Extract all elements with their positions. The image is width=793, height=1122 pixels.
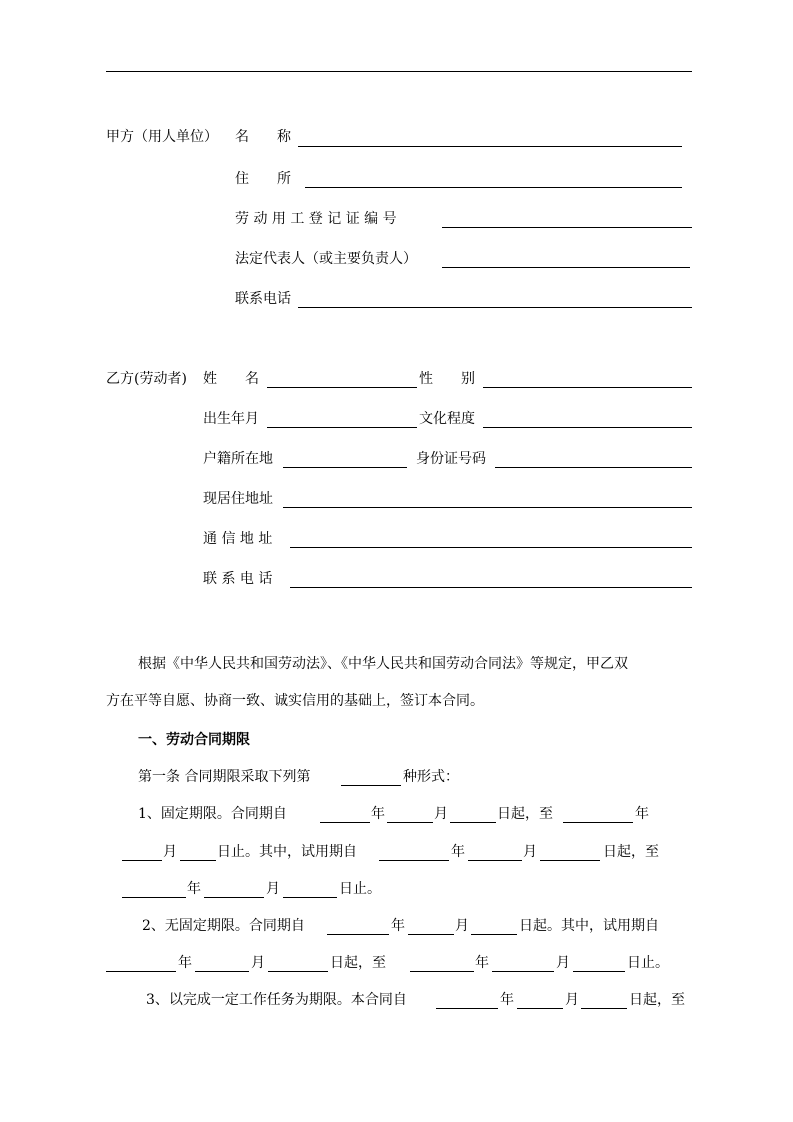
fixed-trial-end-year-field[interactable] — [122, 897, 186, 898]
fixed-end-month-field[interactable] — [122, 860, 162, 861]
fixed-trial-mid: 日止。其中，试用期自 — [217, 844, 357, 860]
task-term-intro: 3、以完成一定工作任务为期限。本合同自 — [146, 992, 407, 1008]
open-trial-from-label: 日起，至 — [330, 955, 386, 971]
fixed-trial-year-label: 年 — [451, 844, 465, 860]
open-trial-year-label: 年 — [178, 955, 192, 971]
intro-line-2: 方在平等自愿、协商一致、诚实信用的基础上，签订本合同。 — [106, 693, 484, 709]
fixed-trial-end-month-field[interactable] — [204, 897, 264, 898]
open-month-label: 月 — [455, 918, 469, 934]
party-b-household-label: 户籍所在地 — [203, 451, 273, 467]
party-b-name-label: 姓 名 — [203, 371, 259, 387]
party-b-education-field[interactable] — [483, 427, 692, 428]
fixed-trial-start-month-field[interactable] — [468, 860, 522, 861]
open-start-year-field[interactable] — [327, 934, 389, 935]
party-a-phone-label: 联系电话 — [235, 291, 291, 307]
open-trial-end-year-field[interactable] — [410, 971, 474, 972]
party-a-heading: 甲方（用人单位） — [106, 129, 218, 145]
open-trial-end-label: 日止。 — [627, 955, 669, 971]
party-b-residence-label: 现居住地址 — [203, 491, 273, 507]
party-a-address-label: 住 所 — [235, 171, 291, 187]
party-b-phone-field[interactable] — [290, 587, 692, 588]
fixed-term-intro: 1、固定期限。合同期自 — [138, 806, 287, 822]
open-trial-end-month-label: 月 — [556, 955, 570, 971]
open-trial-month-label: 月 — [251, 955, 265, 971]
fixed-trial-month-label: 月 — [523, 844, 537, 860]
fixed-trial-start-day-field[interactable] — [540, 860, 600, 861]
party-b-mail-address-field[interactable] — [290, 547, 692, 548]
party-a-name-field[interactable] — [298, 146, 682, 147]
fixed-month-label: 月 — [434, 806, 448, 822]
party-a-name-label: 名 称 — [235, 129, 291, 145]
task-month-label: 月 — [565, 992, 579, 1008]
fixed-trial-end-month-label: 月 — [266, 881, 280, 897]
open-trial-mid: 日起。其中，试用期自 — [519, 918, 659, 934]
fixed-trial-end-label: 日止。 — [339, 881, 381, 897]
party-a-registration-field[interactable] — [442, 227, 692, 228]
fixed-from-label: 日起，至 — [497, 806, 553, 822]
article-1-pre: 第一条 合同期限采取下列第 — [138, 769, 311, 785]
party-b-name-field[interactable] — [267, 387, 417, 388]
party-b-id-label: 身份证号码 — [416, 451, 486, 467]
fixed-start-day-field[interactable] — [450, 822, 496, 823]
task-start-month-field[interactable] — [517, 1008, 563, 1009]
open-start-day-field[interactable] — [471, 934, 517, 935]
task-from-label: 日起，至 — [629, 992, 685, 1008]
party-b-heading: 乙方(劳动者) — [106, 371, 187, 387]
party-a-phone-field[interactable] — [298, 307, 692, 308]
party-b-id-field[interactable] — [495, 467, 692, 468]
fixed-end-day-field[interactable] — [180, 860, 216, 861]
task-year-label: 年 — [500, 992, 514, 1008]
open-trial-start-day-field[interactable] — [268, 971, 328, 972]
open-trial-start-year-field[interactable] — [106, 971, 176, 972]
header-rule — [106, 71, 692, 72]
section-1-title: 一、劳动合同期限 — [138, 732, 250, 748]
fixed-trial-end-year-label: 年 — [187, 881, 201, 897]
fixed-trial-end-day-field[interactable] — [283, 897, 337, 898]
article-1-post: 种形式： — [403, 769, 459, 785]
party-b-phone-label: 联 系 电 话 — [203, 571, 273, 587]
open-year-label: 年 — [391, 918, 405, 934]
party-b-gender-label: 性 别 — [419, 371, 475, 387]
fixed-trial-from-label: 日起，至 — [603, 844, 659, 860]
open-trial-end-day-field[interactable] — [573, 971, 625, 972]
open-start-month-field[interactable] — [408, 934, 454, 935]
article-1-form-field[interactable] — [341, 785, 401, 786]
open-trial-end-month-field[interactable] — [492, 971, 554, 972]
task-start-day-field[interactable] — [581, 1008, 627, 1009]
party-a-address-field[interactable] — [305, 187, 682, 188]
open-term-intro: 2、无固定期限。合同期自 — [142, 918, 305, 934]
fixed-start-month-field[interactable] — [387, 822, 433, 823]
party-a-representative-field[interactable] — [442, 267, 690, 268]
party-b-gender-field[interactable] — [483, 387, 692, 388]
open-trial-end-year-label: 年 — [475, 955, 489, 971]
fixed-trial-start-year-field[interactable] — [379, 860, 449, 861]
intro-line-1: 根据《中华人民共和国劳动法》、《中华人民共和国劳动合同法》等规定，甲乙双 — [138, 656, 628, 672]
open-trial-start-month-field[interactable] — [195, 971, 249, 972]
party-b-birth-field[interactable] — [267, 427, 417, 428]
fixed-end-year-label: 年 — [635, 806, 649, 822]
party-b-household-field[interactable] — [283, 467, 407, 468]
task-start-year-field[interactable] — [436, 1008, 498, 1009]
party-a-registration-label: 劳 动 用 工 登 记 证 编 号 — [235, 211, 397, 227]
fixed-start-year-field[interactable] — [320, 822, 370, 823]
party-a-representative-label: 法定代表人（或主要负责人） — [235, 251, 417, 267]
fixed-end-year-field[interactable] — [563, 822, 633, 823]
fixed-end-month-label: 月 — [163, 844, 177, 860]
party-b-birth-label: 出生年月 — [203, 411, 259, 427]
fixed-year-label: 年 — [371, 806, 385, 822]
party-b-residence-field[interactable] — [283, 507, 692, 508]
party-b-mail-address-label: 通 信 地 址 — [203, 531, 273, 547]
party-b-education-label: 文化程度 — [419, 411, 475, 427]
